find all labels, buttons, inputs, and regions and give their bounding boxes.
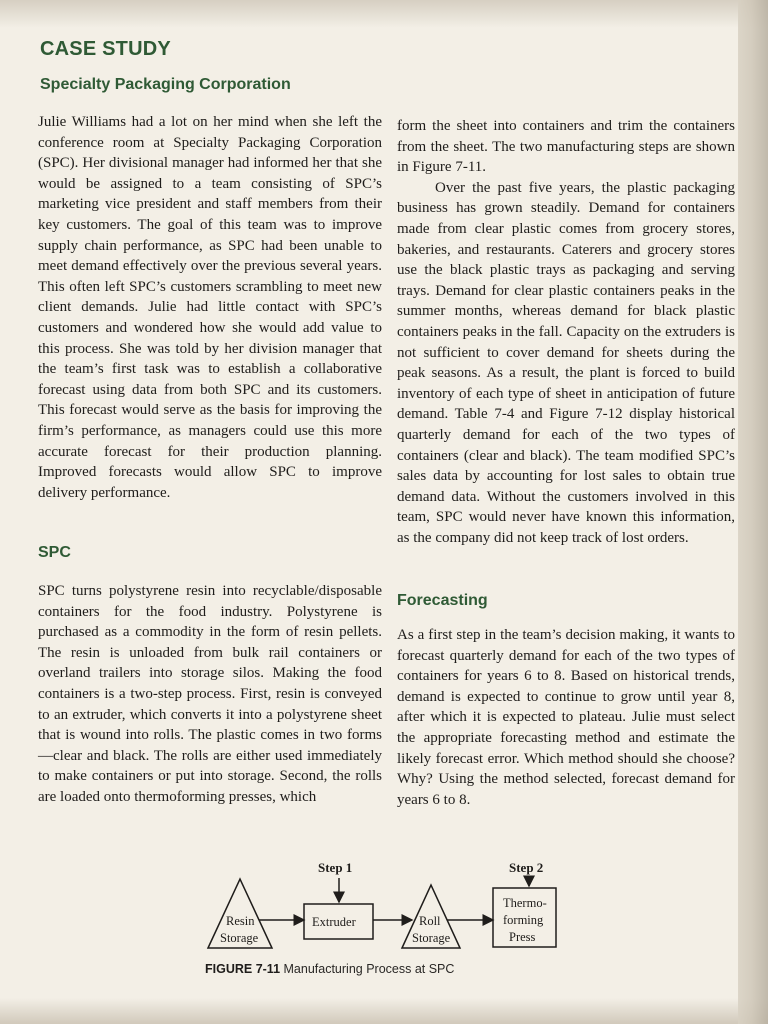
thermoforming-label-line2: forming [503,913,544,927]
extruder-label: Extruder [312,915,356,929]
growth-paragraph: Over the past five years, the plastic packaging business has grown steadily. Demand for containers made from clear plastic comes from grocery stores, bakeries, and restaurants. Caterers and grocery stores use the black plastic trays as packaging and serving trays. Demand for clear plastic containers peaks in the summer months, whereas demand for black plastic containers peaks in the fall. Capacity on the extruders is not sufficient to cover demand for sheets during the peak seasons. As a result, the plant is forced to build inventory of each type of sheet in anticipation of future demand. Table 7-4 and Figure 7-12 display historical quarterly demand for each of the two types of containers (clear and black). The team modified SPC’s sales data by accounting for lost sales to obtain true demand data. Without the customers involved in this team, SPC would never have known this information, as the company did not keep track of lost orders. [397,179,735,546]
continuation-paragraph: form the sheet into containers and trim the containers from the sheet. The two manufacturing steps are shown in Figure 7-11. [397,118,735,176]
case-study-title: CASE STUDY [40,38,171,60]
resin-storage-label-line2: Storage [220,931,259,945]
thermoforming-label-line1: Thermo- [503,896,547,910]
manufacturing-process-figure [200,857,570,977]
process-diagram [200,857,570,962]
step-1-label: Step 1 [318,860,353,875]
section-title-forecasting: Forecasting [397,592,488,609]
resin-storage-label-line1: Resin [226,914,255,928]
intro-paragraph: Julie Williams had a lot on her mind when she left the conference room at Specialty Packaging Corporation (SPC). Her divisional manager had informed her that she would be assigned to a team consisting of SPC’s marketing vice president and staff members from their key customers. The goal of this team was to improve supply chain performance, as SPC had been unable to meet demand effectively over the previous several years. This often left SPC’s customers scrambling to meet new client demands. Julie had little contact with SPC’s customers and wondered how she would add value to this process. She was told by her division manager that the team’s first task was to establish a collaborative forecast using data from both SPC and its customers. This forecast would serve as the basis for improving the firm’s performance, as managers could use this more accurate forecast for their production planning. Improved forecasts would allow SPC to improve delivery performance. [38,114,382,501]
page-top-shadow [0,0,768,28]
roll-storage-label-line2: Storage [412,931,451,945]
figure-caption-text: Manufacturing Process at SPC [283,962,455,976]
page-binding-edge [738,0,768,1024]
section-title-spc: SPC [38,544,71,561]
figure-number: FIGURE 7-11 [205,962,281,976]
page-bottom-shadow [0,998,768,1024]
figure-caption [205,962,454,976]
roll-storage-label-line1: Roll [419,914,441,928]
step-2-label: Step 2 [509,860,544,875]
case-study-subtitle: Specialty Packaging Corporation [40,76,291,93]
left-column-spc [38,581,382,808]
right-column-continuation [397,116,735,548]
right-column-forecasting [397,625,735,810]
forecasting-paragraph: As a first step in the team’s decision making, it wants to forecast quarterly demand for each of the two types of containers for years 6 to 8. Based on historical trends, demand is expected to continue to grow until year 8, after which it is expected to plateau. Julie must select the appropriate forecasting method and estimate the likely forecast error. Which method should she choose? Why? Using the method selected, forecast demand for years 6 to 8. [397,627,735,808]
thermoforming-label-line3: Press [509,930,536,944]
left-column-intro [38,112,382,503]
spc-paragraph: SPC turns polystyrene resin into recyclable/disposable containers for the food industry. Polystyrene is purchased as a commodity in the form of resin pellets. The resin is unloaded from bulk rail containers or overland trailers into storage silos. Making the food containers is a two-step process. First, resin is conveyed to an extruder, which converts it into a polystyrene sheet that is wound into rolls. The plastic comes in two forms—clear and black. The rolls are either used immediately to make containers or put into storage. Second, the rolls are loaded onto thermoforming presses, which [38,583,382,805]
